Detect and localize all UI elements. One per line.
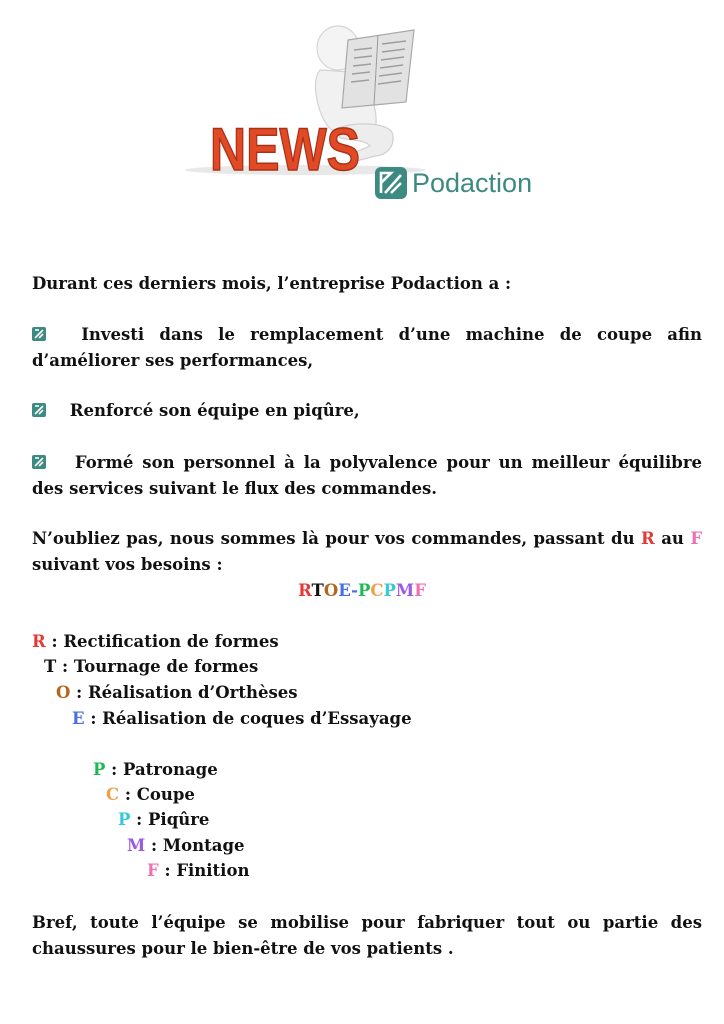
reminder-before: N’oubliez pas, nous sommes là pour vos commandes, passant du	[32, 529, 635, 548]
acronym-letter: T	[311, 581, 324, 600]
bullet-item-2	[32, 398, 360, 424]
legend-sep: :	[136, 810, 143, 829]
acronym-letter: M	[395, 581, 415, 600]
bullet-text: Formé son personnel à la polyvalence pour un meilleur équilibre des services suivant le flux des commandes.	[32, 453, 703, 498]
legend-key: T	[44, 657, 57, 676]
legend-label: Tournage de formes	[73, 657, 259, 676]
legend-label: Coupe	[136, 785, 195, 804]
legend-label: Patronage	[123, 760, 218, 779]
bullet-text: Investi dans le remplacement d’une machine de coupe afin d’améliorer ses performances,	[32, 325, 702, 370]
bullet-item-1	[32, 322, 702, 374]
legend-key: C	[106, 785, 120, 804]
legend-key: P	[93, 760, 106, 779]
legend-sep: :	[62, 657, 69, 676]
podaction-bullet-icon	[32, 455, 46, 469]
legend-label: Finition	[176, 861, 250, 880]
legend-sep: :	[51, 632, 58, 651]
legend-row	[106, 782, 195, 808]
legend-label: Réalisation d’Orthèses	[87, 683, 298, 702]
legend-key: R	[32, 632, 46, 651]
acronym-letter: P	[383, 581, 396, 600]
reminder-text	[32, 526, 702, 578]
news-illustration	[170, 10, 450, 180]
legend-label: Rectification de formes	[63, 632, 279, 651]
news-word: NEWS	[210, 116, 360, 180]
reminder-after: suivant vos besoins :	[32, 555, 223, 574]
legend-row	[32, 629, 279, 655]
acronym	[0, 578, 724, 604]
legend-key: P	[118, 810, 131, 829]
podaction-bullet-icon	[32, 327, 46, 341]
closing-text: Bref, toute l’équipe se mobilise pour fabriquer tout ou partie des chaussures pour le bien-être de vos patients .	[32, 913, 702, 958]
legend-sep: :	[151, 836, 158, 855]
legend-row	[127, 833, 244, 859]
acronym-letter: P	[357, 581, 371, 600]
acronym-letter: R	[298, 581, 312, 600]
podaction-logo-icon	[374, 166, 408, 200]
acronym-letter: F	[414, 581, 426, 600]
acronym-letter: C	[370, 581, 384, 600]
intro-text: Durant ces derniers mois, l’entreprise Podaction a :	[32, 274, 512, 293]
brand-logo	[374, 163, 532, 203]
letter-f: F	[690, 529, 703, 548]
legend-key: E	[72, 709, 85, 728]
legend-sep: :	[164, 861, 171, 880]
legend-row	[147, 858, 249, 884]
legend-row	[118, 807, 209, 833]
brand-name: Podaction	[412, 167, 533, 198]
legend-sep: :	[76, 683, 83, 702]
legend-row	[93, 757, 218, 783]
legend-sep: :	[111, 760, 118, 779]
legend-sep: :	[124, 785, 131, 804]
legend-key: O	[56, 683, 71, 702]
bullet-item-3	[32, 450, 702, 502]
acronym-letters	[298, 581, 426, 600]
podaction-bullet-icon	[32, 403, 46, 417]
legend-row	[72, 706, 412, 732]
legend-label: Piqûre	[148, 810, 210, 829]
legend-sep: :	[90, 709, 97, 728]
legend-label: Réalisation de coques d’Essayage	[102, 709, 412, 728]
acronym-letter: -	[351, 581, 358, 600]
legend-key: F	[147, 861, 159, 880]
letter-r: R	[641, 529, 655, 548]
bullet-text: Renforcé son équipe en piqûre,	[69, 401, 360, 420]
acronym-letter: E	[338, 581, 352, 600]
legend-label: Montage	[162, 836, 245, 855]
legend-row	[44, 654, 258, 680]
acronym-letter: O	[323, 581, 339, 600]
word-au: au	[661, 529, 684, 548]
legend-row	[56, 680, 298, 706]
legend-key: M	[127, 836, 146, 855]
